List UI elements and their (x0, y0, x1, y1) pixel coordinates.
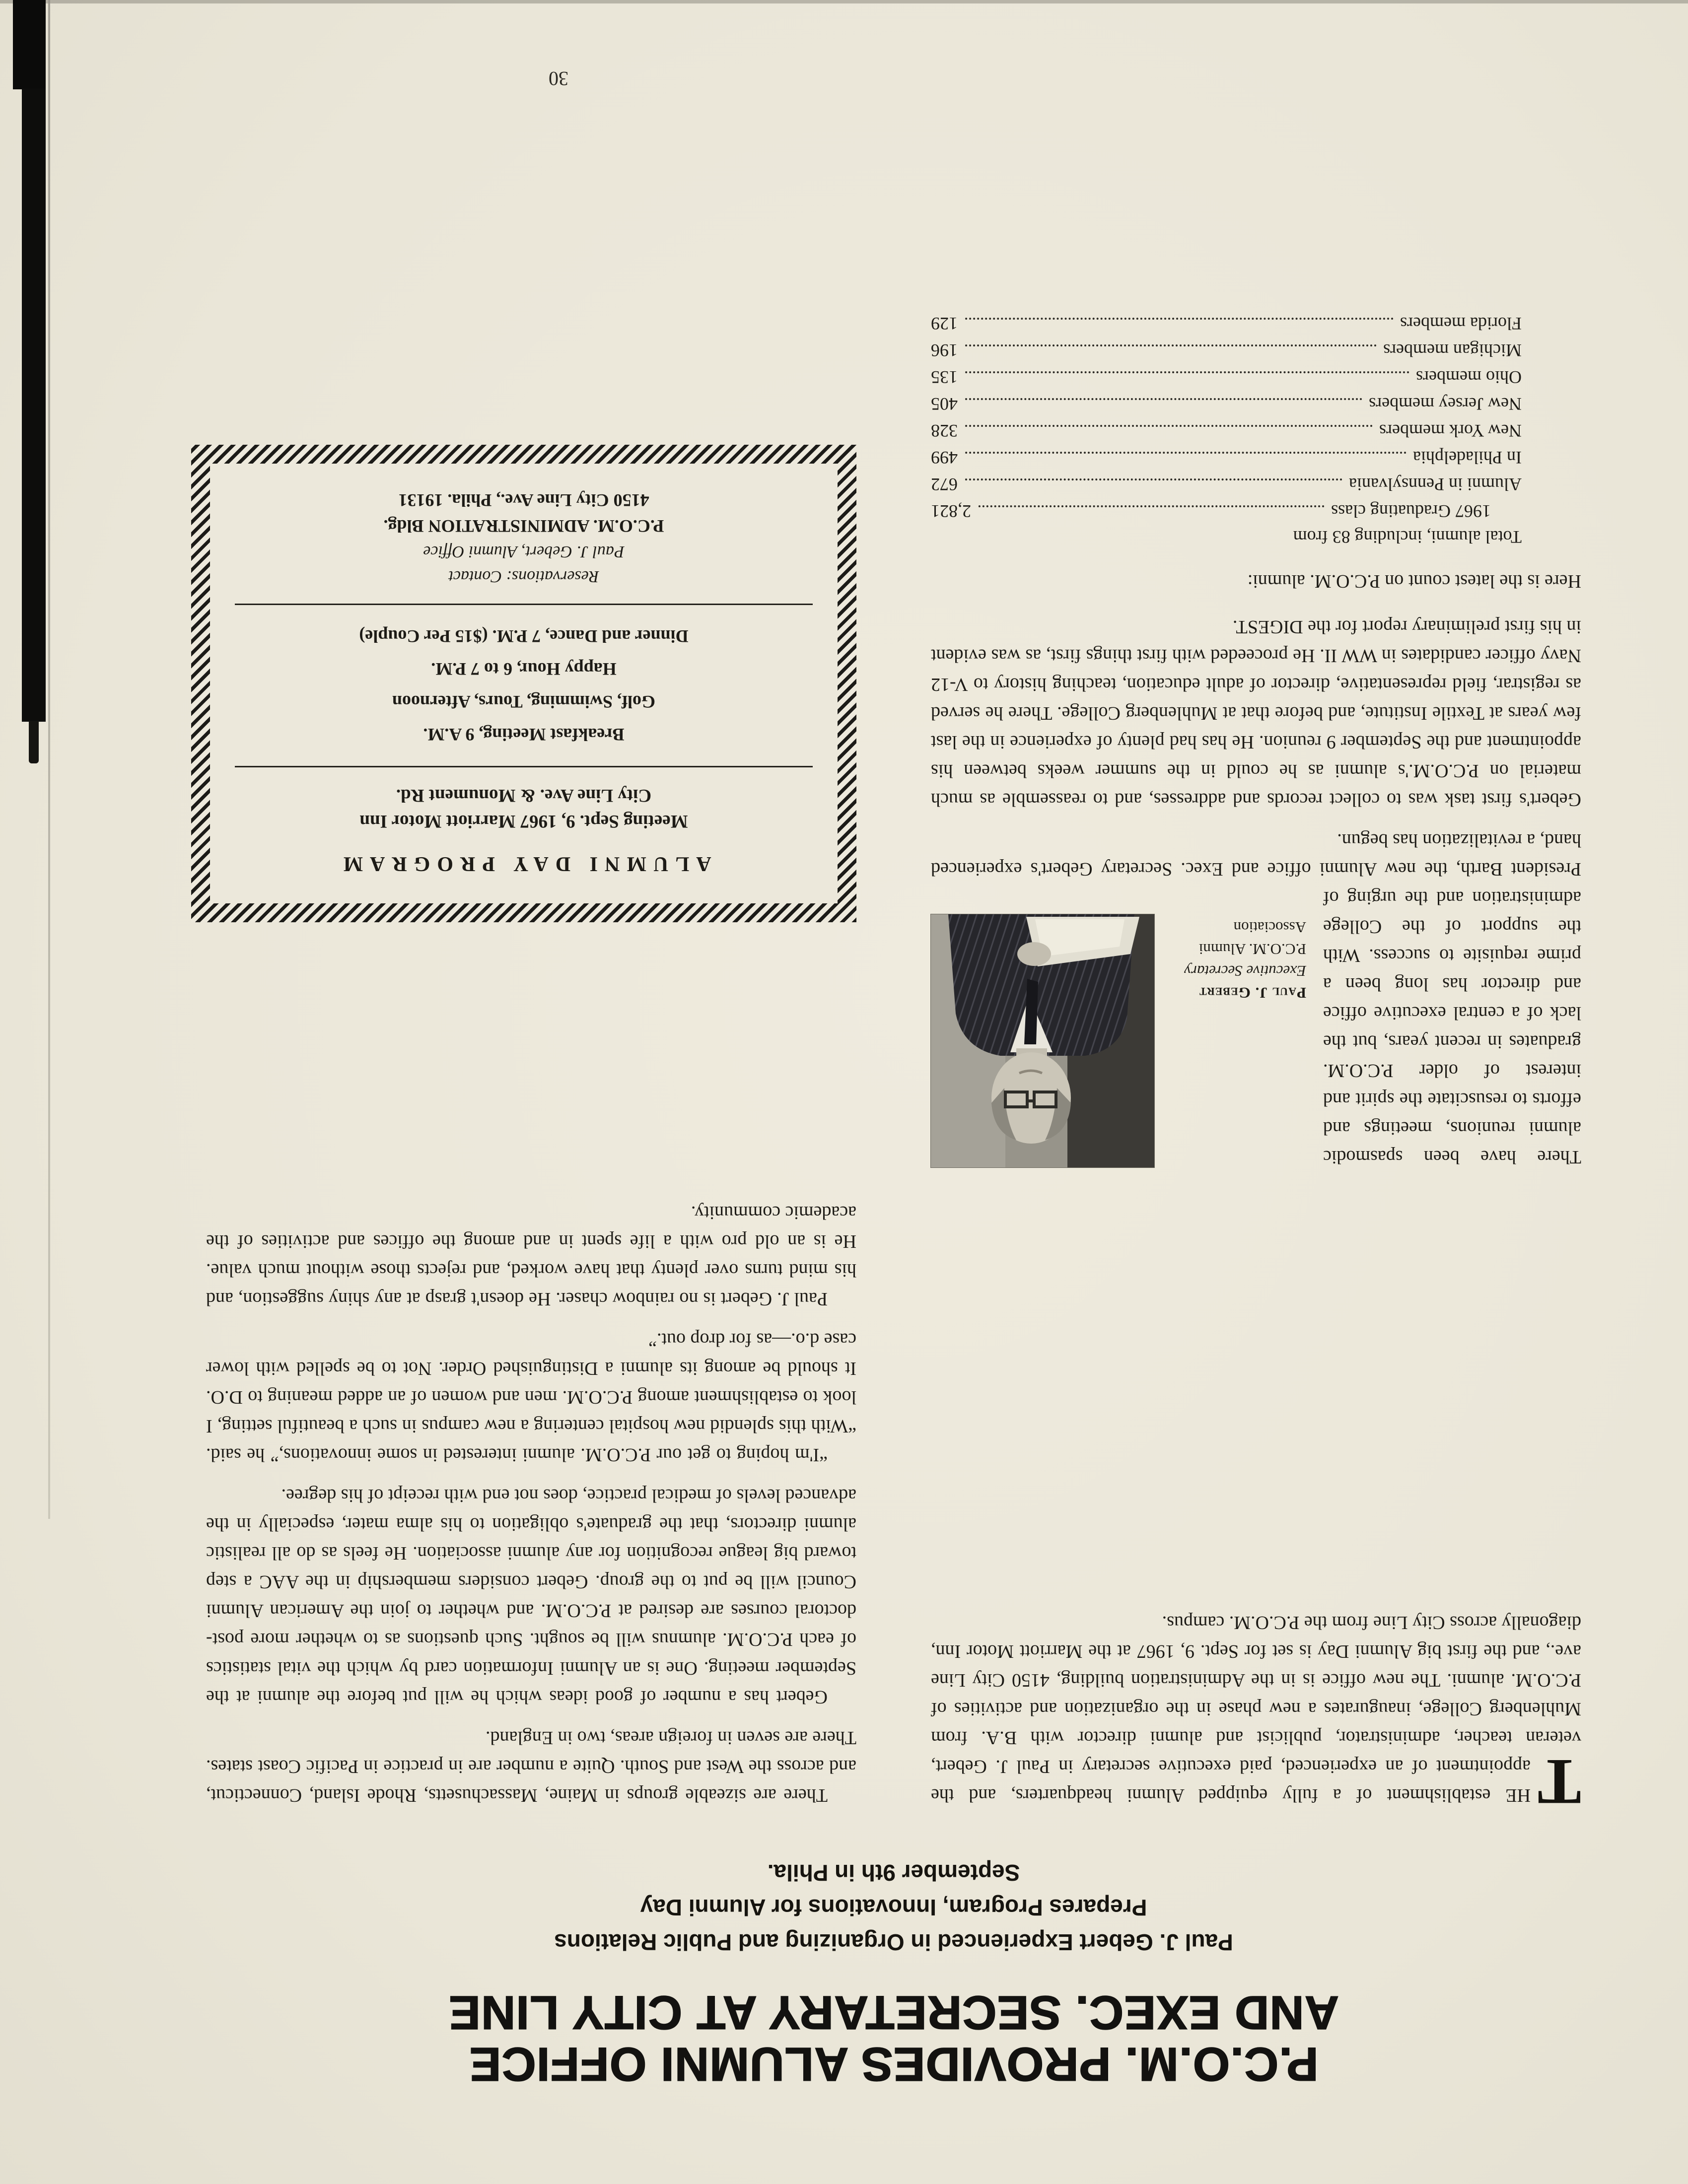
stat-row: Ohio members 135 (931, 367, 1522, 387)
program-building-line: P.C.O.M. ADMINISTRATION Bldg. (383, 516, 664, 536)
program-street-line: 4150 City Line Ave., Phila. 19131 (398, 490, 649, 510)
caption-org-line-1: P.C.O.M. Alumni (1198, 941, 1306, 958)
program-schedule-item: Golf, Swimming, Tours, Afternoon (392, 692, 656, 712)
stat-row: Alumni in Pennsylvania 672 (931, 475, 1522, 494)
stats-intro: Here is the latest count on P.C.O.M. alumni: (1247, 571, 1581, 592)
photo-with-caption (931, 914, 1306, 1167)
dot-leader (965, 452, 1406, 454)
program-heading: ALUMNI DAY PROGRAM (336, 852, 711, 875)
body-paragraph-4: There are sizeable groups in Maine, Massachusetts, Rhode Island, Connecticut, and across the West and South. Quite a number are in practice in Pacific Coast states. There are seven in foreign areas, two in England. (206, 1727, 856, 1806)
dot-leader (965, 398, 1362, 400)
article-header (206, 1855, 1581, 2090)
stat-row: New York members 328 (931, 421, 1522, 441)
program-reservations-line: Reservations: Contact (448, 567, 599, 586)
caption-role: Executive Secretary (1184, 962, 1306, 980)
program-schedule-item: Breakfast Meeting, 9 A.M. (423, 725, 625, 745)
program-divider (235, 604, 813, 605)
body-paragraph-3: Gebert's first task was to collect records and addresses, and to reassemble as much material on P.C.O.M.'s alumni as he could in the summer weeks between his appointment and the September 9 reunion. He has had plenty of experience in the last few years at Textile Institute, and before that at Muhlenberg College. There he served as registrar, field representative, director of adult education, teaching history to V-12 Navy officer candidates in WW II. He proceeded with first things first, as was evident in his first preliminary report for the DIGEST. (931, 616, 1581, 810)
title-line-2: AND EXEC. SECRETARY AT CITY LINE (448, 1986, 1339, 2039)
column-right (206, 445, 856, 1810)
stats-total-line: Total alumni, including 83 from (1293, 527, 1522, 547)
stat-row: 1967 Graduating class 2,821 (931, 501, 1491, 521)
subtitle-line-1: Paul J. Gebert Experienced in Organizing and Public Relations (554, 1929, 1233, 1955)
gebert-portrait-photo (931, 914, 1154, 1167)
dot-leader (978, 505, 1324, 507)
stat-row: In Philadelphia 499 (931, 448, 1522, 468)
caption-org-line-2: Association (1233, 919, 1306, 936)
body-paragraph-6: “I'm hoping to get our P.C.O.M. alumni interested in some innovations,” he said. “With this splendid new hospital centering a new campus in such a beautiful setting, I look to establishment among P.C.O.M. men and women of an added meaning to D.O. It should be among its alumni a Distinguished Order. Not to be spelled with lower case d.o.—as for drop out.” (206, 1329, 856, 1465)
stat-row: Florida members 129 (931, 314, 1522, 334)
body-paragraph-1: T HE establishment of a fully equipped Alumni headquarters, and the appointment of an experienced, paid executive secretary in Paul J. Gebert, veteran teacher, administrator, publicist and alumni director with B.A. from Muhlenberg College, inaugurates a new phase in the organization and activities of P.C.O.M. alumni. The new office is in the Administration building, 4150 City Line ave., and the first big Alumni Day is set for Sept. 9, 1967 at the Marriott Motor Inn, diagonally across City Line from the P.C.O.M. campus. (931, 1612, 1581, 1819)
body-columns (206, 309, 1581, 1819)
dot-leader (965, 478, 1342, 480)
page-number: 30 (549, 68, 568, 90)
article (206, 309, 1581, 2090)
program-box-inner (210, 464, 838, 903)
drop-cap: T (1537, 1746, 1581, 1819)
caption-name: Paul J. Gebert (1198, 984, 1306, 1002)
program-schedule-item: Happy Hour, 6 to 7 P.M. (431, 659, 617, 679)
program-schedule-item: Dinner and Dance, 7 P.M. ($15 Per Couple) (359, 626, 689, 646)
article-subtitle (206, 1855, 1581, 1960)
title-line-1: P.C.O.M. PROVIDES ALUMNI OFFICE (469, 2038, 1319, 2091)
subtitle-line-2: Prepares Program, Innovations for Alumni Day (640, 1895, 1147, 1920)
dot-leader (965, 425, 1372, 427)
body-paragraph-2: Paul J. Gebert Executive Secretary P.C.O.M. Alumni Association There have been spasmodic alumni reunions, meetings and efforts to resuscitate the spirit and interest of older P.C.O.M. graduates in recent years, but the lack of a central executive office and director has long been a prime requisite to success. With the support of the College administration and the urging of President Barth, the new Alumni office and Exec. Secretary Gebert's experienced hand, a revitalization has begun. (931, 830, 1581, 1167)
alumni-count-list (931, 312, 1522, 549)
body-paragraph-5: Gebert has a number of good ideas which he will put before the alumni at the September meeting. One is an Alumni Information card by which the vital statistics of each P.C.O.M. alumnus will be sought. Such questions as to whether more post-doctoral courses are desired at P.C.O.M. and whether to join the American Alumni Council will be put to the group. Gebert considers membership in the AAC a step toward big league recognition for any alumni association. He feels as do all realistic alumni directors, that the graduate's obligation to his alma mater, especially in the advanced levels of medical practice, does not end with receipt of his degree. (206, 1485, 856, 1707)
dot-leader (965, 344, 1376, 346)
stat-row: Michigan members 196 (931, 341, 1522, 360)
program-contact-line: Paul J. Gebert, Alumni Office (423, 543, 625, 561)
alumni-day-program-box (191, 445, 856, 922)
stat-row: New Jersey members 405 (931, 394, 1522, 414)
photo-caption (1167, 914, 1306, 1004)
program-divider (235, 766, 813, 767)
body-paragraph-7: Paul J. Gebert is no rainbow chaser. He doesn't grasp at any shiny suggestion, and his mind turns over plenty that have worked, and rejects those without much value. He is an old pro with a life spent in and among the offices and activities of the academic community. (206, 1202, 856, 1309)
dot-leader (965, 371, 1409, 373)
program-address-line: City Line Ave. & Monument Rd. (396, 785, 652, 806)
page-title (206, 1986, 1581, 2090)
program-meeting-line: Meeting Sept. 9, 1967 Marriott Motor Inn (359, 811, 688, 831)
subtitle-line-3: September 9th in Phila. (767, 1860, 1020, 1886)
dot-leader (965, 318, 1393, 320)
program-schedule (230, 620, 818, 751)
column-left (931, 309, 1581, 1819)
